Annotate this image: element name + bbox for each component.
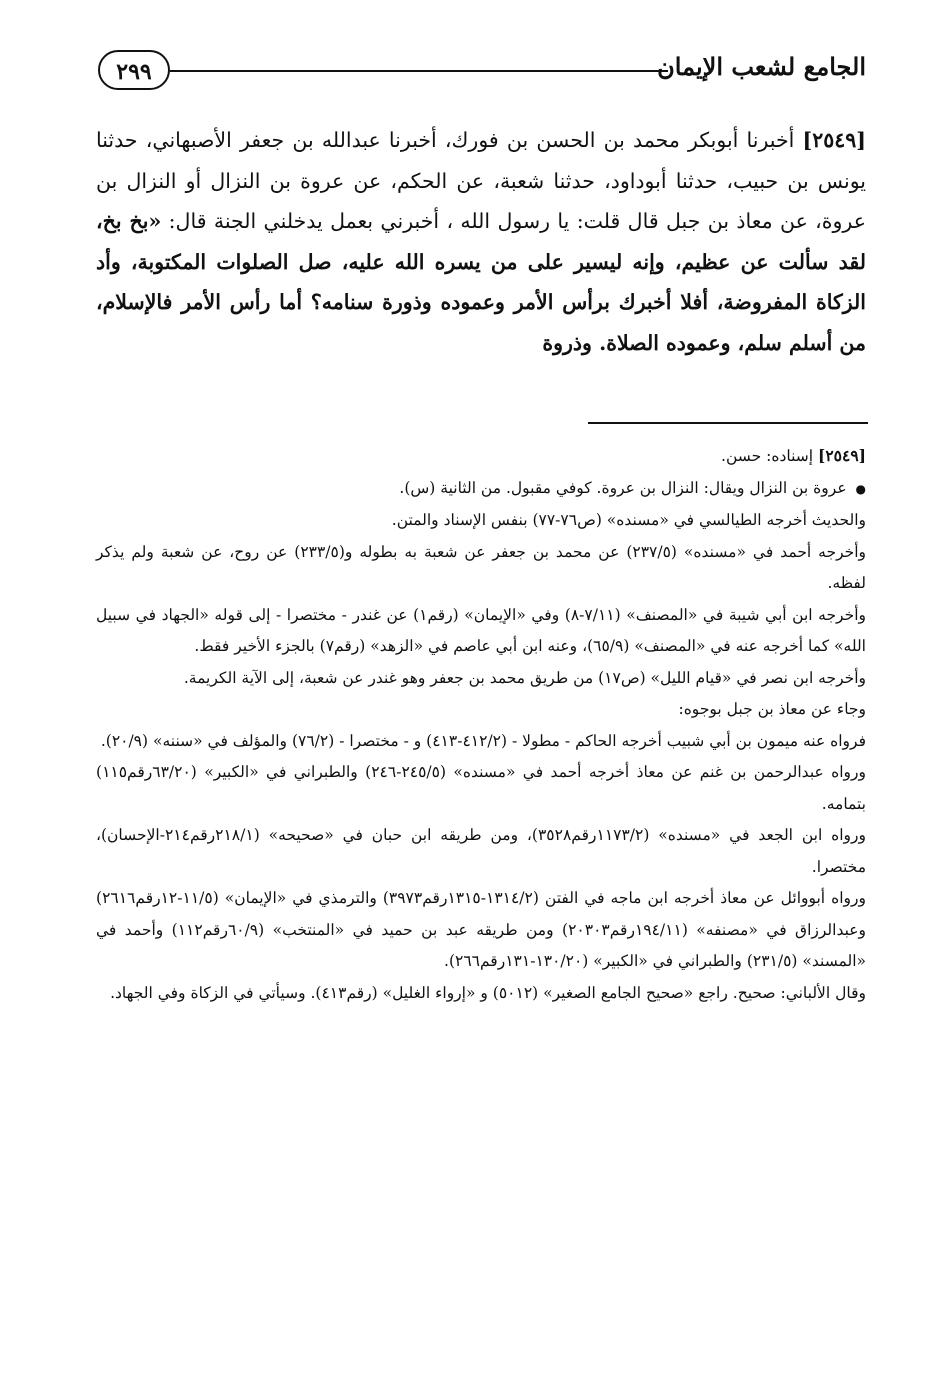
footnote-paragraph: وجاء عن معاذ بن جبل بوجوه: xyxy=(678,700,866,718)
running-header xyxy=(98,44,866,102)
footnote-paragraph: والحديث أخرجه الطيالسي في «مسنده» (ص٧٦-٧٧) بنفس الإسناد والمتن. xyxy=(391,511,866,529)
hadith-isnad: أخبرنا أبوبكر محمد بن الحسن بن فورك، أخبرنا عبدالله بن جعفر الأصبهاني، حدثنا يونس بن حبيب، حدثنا أبوداود، حدثنا شعبة، عن الحكم، عن عروة بن النزال أو النزال بن عروة، عن معاذ بن جبل قال قلت: يا رسول الله ، أخبرني بعمل يدخلني الجنة قال: xyxy=(96,128,866,233)
footnote-paragraph: ورواه أبووائل عن معاذ أخرجه ابن ماجه في الفتن (١٣١٤/٢-١٣١٥رقم٣٩٧٣) والترمذي في «الإيمان» (١١/٥-١٢رقم٢٦١٦) وعبدالرزاق في «مصنفه» (١٩٤/١١رقم٢٠٣٠٣) ومن طريقه عبد بن حميد في «المنتخب» (٦٠/٩رقم١١٢) وأحمد في «المسند» (٢٣١/٥) والطبراني في «الكبير» (١٣٠/٢٠-١٣١رقم٢٦٦). xyxy=(96,889,866,970)
header-rule xyxy=(170,70,668,72)
footnote-grading: إسناده: حسن. xyxy=(721,447,814,465)
footnote-paragraph: وأخرجه ابن نصر في «قيام الليل» (ص١٧) من طريق محمد بن جعفر وهو غندر عن شعبة، إلى الآية الكريمة. xyxy=(183,668,866,687)
footnote-paragraph: وأخرجه ابن أبي شيبة في «المصنف» (٧/١١-٨) وفي «الإيمان» (رقم١) عن غندر - مختصرا - إلى قوله «الجهاد في سبيل الله» كما أخرجه عنه في «المصنف» (٦٥/٩)، وعنه ابن أبي عاصم في «الزهد» (رقم٧) بالجزء الأخير فقط. xyxy=(96,605,866,655)
bullet-icon: ● xyxy=(855,481,866,496)
footnote-paragraph: ورواه عبدالرحمن بن غنم عن معاذ أخرجه أحمد في «مسنده» (٢٤٥/٥-٢٤٦) والطبراني في «الكبير» (٦٣/٢٠رقم١١٥) بتمامه. xyxy=(96,763,867,813)
footnote-paragraph: وقال الألباني: صحيح. راجع «صحيح الجامع الصغير» (٥٠١٢) و «إرواء الغليل» (رقم٤١٣). وسيأتي في الزكاة وفي الجهاد. xyxy=(110,983,866,1002)
page-number: ٢٩٩ xyxy=(98,50,170,90)
footnotes xyxy=(96,440,866,1009)
book-title: الجامع لشعب الإيمان xyxy=(657,52,866,81)
footnote-paragraph: فرواه عنه ميمون بن أبي شبيب أخرجه الحاكم - مطولا - (٤١٢/٢-٤١٣) و - مختصرا - (٧٦/٢) والمؤلف في «سننه» (٢٠/٩). xyxy=(100,731,866,750)
footnote-narrator-text: عروة بن النزال ويقال: النزال بن عروة. كوفي مقبول. من الثانية (س). xyxy=(399,478,847,497)
footnote-paragraph: وأخرجه أحمد في «مسنده» (٢٣٧/٥) عن محمد بن جعفر عن شعبة به بطوله و(٢٣٣/٥) عن روح، عن شعبة ولم يذكر لفظه. xyxy=(96,542,866,592)
footnote-divider xyxy=(588,422,868,424)
footnote-paragraph: ورواه ابن الجعد في «مسنده» (١١٧٣/٢رقم٣٥٢٨)، ومن طريقه ابن حبان في «صحيحه» (٢١٨/١رقم٢١٤-الإحسان)، مختصرا. xyxy=(96,826,866,876)
footnote-narrator xyxy=(96,473,866,506)
footnote-number: [٢٥٤٩] xyxy=(818,446,866,465)
hadith-number: [٢٥٤٩] xyxy=(802,128,866,152)
hadith-matn: «بخ بخ، لقد سألت عن عظيم، وإنه ليسير على من يسره الله عليه، صل الصلوات المكتوبة، وأد الزكاة المفروضة، أفلا أخبرك برأس الأمر وعموده وذورة سنامه؟ أما رأس الأمر فالإسلام، من أسلم سلم، وعموده الصلاة. وذروة xyxy=(96,209,866,355)
footnote-heading xyxy=(96,440,866,473)
hadith-text xyxy=(96,120,866,363)
hadith-paragraph xyxy=(96,120,866,363)
